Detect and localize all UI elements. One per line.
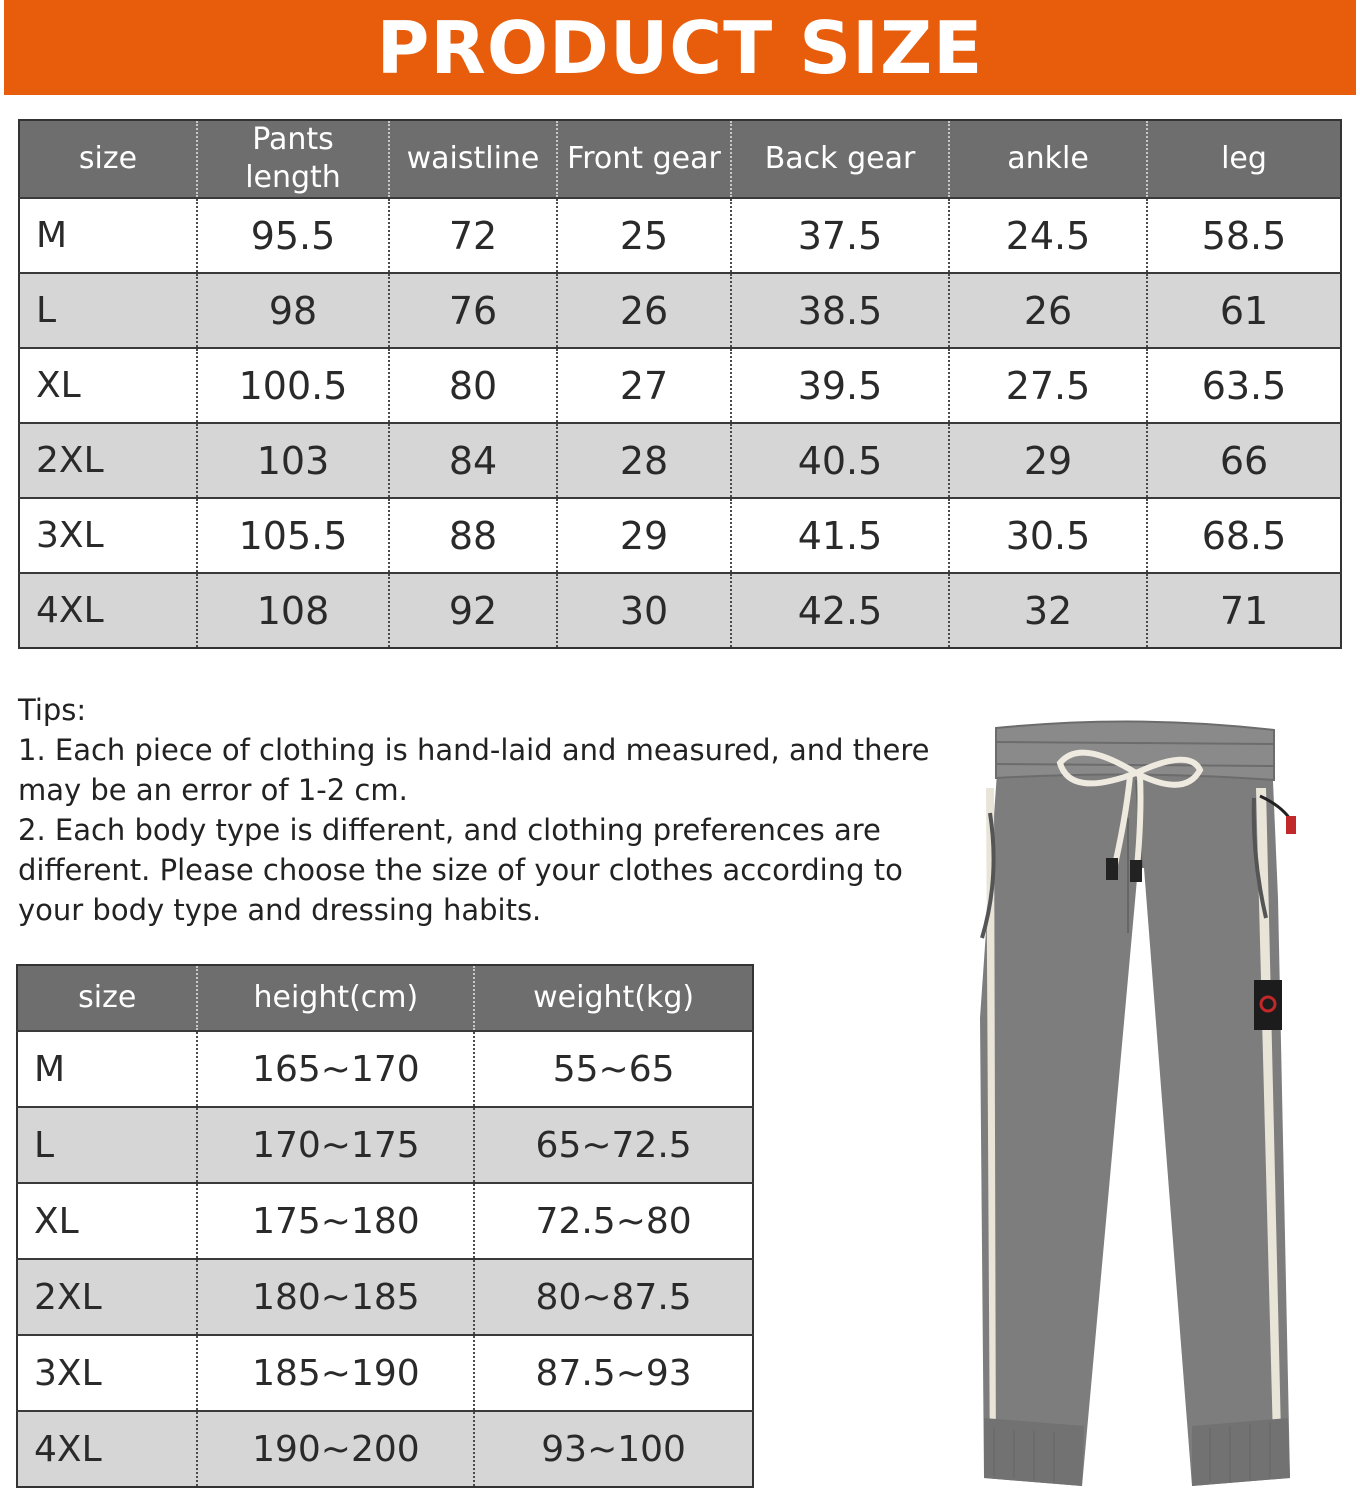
table-row	[17, 1031, 753, 1107]
table-row	[17, 1183, 753, 1259]
table-cell: 32	[949, 573, 1147, 648]
table-row	[19, 273, 1341, 348]
column-header: size	[17, 965, 197, 1031]
table-header-row	[17, 965, 753, 1031]
table-row	[19, 348, 1341, 423]
table-cell: XL	[17, 1183, 197, 1259]
table-cell: 29	[557, 498, 731, 573]
column-header: Front gear	[557, 120, 731, 198]
column-header: waistline	[389, 120, 557, 198]
page-title: PRODUCT SIZE	[376, 5, 984, 90]
table-cell: 65~72.5	[474, 1107, 753, 1183]
table-cell: XL	[19, 348, 197, 423]
column-header: height(cm)	[197, 965, 474, 1031]
table-cell: 26	[949, 273, 1147, 348]
table-cell: 175~180	[197, 1183, 474, 1259]
table-cell: 61	[1147, 273, 1341, 348]
table-row	[19, 198, 1341, 273]
table-row	[19, 423, 1341, 498]
tips-section	[18, 690, 938, 930]
table-cell: 185~190	[197, 1335, 474, 1411]
tips-heading: Tips:	[18, 693, 87, 727]
table-cell: 3XL	[17, 1335, 197, 1411]
table-row	[19, 498, 1341, 573]
table-header-row	[19, 120, 1341, 198]
table-cell: 100.5	[197, 348, 389, 423]
table-cell: 2XL	[17, 1259, 197, 1335]
table-cell: L	[19, 273, 197, 348]
table-cell: 26	[557, 273, 731, 348]
table-cell: 30	[557, 573, 731, 648]
table-cell: 98	[197, 273, 389, 348]
table-cell: 30.5	[949, 498, 1147, 573]
table-cell: 58.5	[1147, 198, 1341, 273]
table-cell: 165~170	[197, 1031, 474, 1107]
table-cell: 42.5	[731, 573, 949, 648]
table-cell: L	[17, 1107, 197, 1183]
table-cell: 39.5	[731, 348, 949, 423]
table-cell: 2XL	[19, 423, 197, 498]
table-cell: 76	[389, 273, 557, 348]
table-cell: 92	[389, 573, 557, 648]
table-cell: 37.5	[731, 198, 949, 273]
table-cell: 72.5~80	[474, 1183, 753, 1259]
table-cell: M	[17, 1031, 197, 1107]
table-cell: 28	[557, 423, 731, 498]
column-header: Back gear	[731, 120, 949, 198]
table-cell: 88	[389, 498, 557, 573]
tip-item: 2. Each body type is different, and clothing preferences are different. Please choose the size of your clothes according to your body type and dressing habits.	[18, 813, 903, 927]
column-header: weight(kg)	[474, 965, 753, 1031]
table-cell: 29	[949, 423, 1147, 498]
table-row	[17, 1259, 753, 1335]
table-cell: 103	[197, 423, 389, 498]
table-cell: 80	[389, 348, 557, 423]
table-cell: 93~100	[474, 1411, 753, 1487]
table-cell: 170~175	[197, 1107, 474, 1183]
table-cell: 180~185	[197, 1259, 474, 1335]
table-cell: 27.5	[949, 348, 1147, 423]
title-banner	[4, 0, 1356, 95]
table-cell: 108	[197, 573, 389, 648]
table-cell: 68.5	[1147, 498, 1341, 573]
table-cell: 66	[1147, 423, 1341, 498]
table-cell: M	[19, 198, 197, 273]
table-cell: 80~87.5	[474, 1259, 753, 1335]
column-header: size	[19, 120, 197, 198]
table-cell: 4XL	[17, 1411, 197, 1487]
table-cell: 84	[389, 423, 557, 498]
table-row	[17, 1335, 753, 1411]
table-cell: 40.5	[731, 423, 949, 498]
product-image	[960, 718, 1320, 1498]
table-cell: 24.5	[949, 198, 1147, 273]
table-cell: 87.5~93	[474, 1335, 753, 1411]
table-cell: 72	[389, 198, 557, 273]
table-cell: 25	[557, 198, 731, 273]
product-size-table	[18, 119, 1342, 649]
table-cell: 190~200	[197, 1411, 474, 1487]
table-cell: 27	[557, 348, 731, 423]
column-header: ankle	[949, 120, 1147, 198]
table-cell: 3XL	[19, 498, 197, 573]
table-cell: 4XL	[19, 573, 197, 648]
table-cell: 41.5	[731, 498, 949, 573]
table-cell: 71	[1147, 573, 1341, 648]
table-row	[19, 573, 1341, 648]
table-cell: 95.5	[197, 198, 389, 273]
table-row	[17, 1107, 753, 1183]
table-cell: 55~65	[474, 1031, 753, 1107]
table-cell: 105.5	[197, 498, 389, 573]
table-cell: 63.5	[1147, 348, 1341, 423]
jogger-pants-illustration-icon	[960, 718, 1320, 1498]
table-cell: 38.5	[731, 273, 949, 348]
body-size-table	[16, 964, 754, 1488]
column-header: Pants length	[197, 120, 389, 198]
column-header: leg	[1147, 120, 1341, 198]
tip-item: 1. Each piece of clothing is hand-laid and measured, and there may be an error of 1-2 cm.	[18, 733, 930, 807]
table-row	[17, 1411, 753, 1487]
